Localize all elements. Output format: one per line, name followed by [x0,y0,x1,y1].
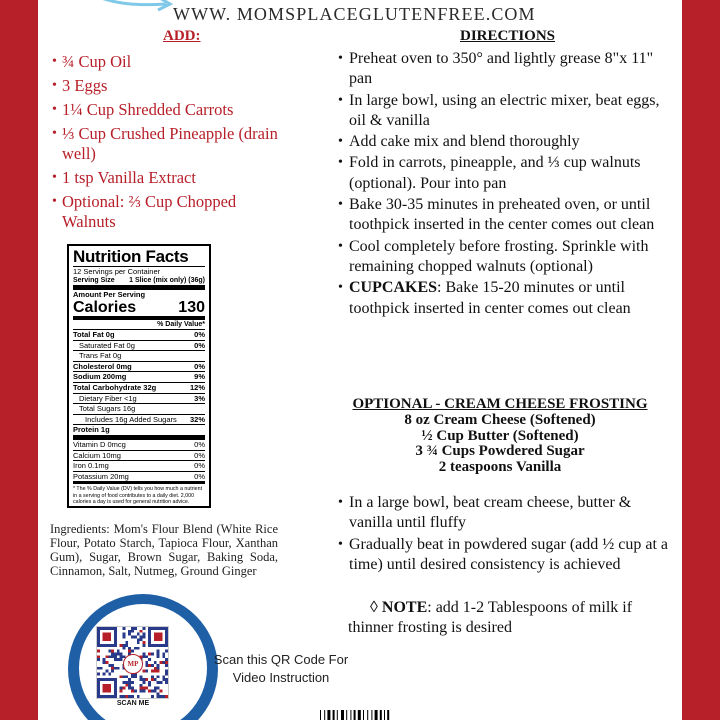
vitamin-label: Calcium 10mg [73,450,121,460]
serving-size-label: Serving Size [73,277,115,284]
nutrient-row [73,403,205,414]
recipe-card [38,0,682,720]
calories-value: 130 [178,299,205,316]
vitamin-label: Iron 0.1mg [73,461,109,471]
direction-step: • Preheat oven to 350° and lightly grease 8"x 11" pan [338,49,672,90]
directions-heading: DIRECTIONS [460,28,556,44]
website-url: WWW. MOMSPLACEGLUTENFREE.COM [173,4,536,24]
calories-label: Calories [73,299,137,316]
add-item: • ⅓ Cup Crushed Pineapple (drain well) [52,124,292,164]
vitamin-row [73,460,205,471]
nutrient-row [73,414,205,425]
nutrient-row [73,329,205,340]
add-item: • 1¼ Cup Shredded Carrots [52,100,292,120]
add-item: • 3 Eggs [52,76,292,96]
nutrient-label: Dietary Fiber <1g [79,393,137,403]
serving-size-value: 1 Slice (mix only) (36g) [129,277,205,284]
qr-caption: Scan this QR Code For Video Instruction [213,652,349,685]
ingredients-statement: Ingredients: Mom's Flour Blend (White Rice Flour, Potato Starch, Tapioca Flour, Xanthan Gum), Sugar, Brown Sugar, Baking Soda, Cinnamon, Salt, Nutmeg, Ground Ginger [50,522,278,578]
frosting-ingredient: 2 teaspoons Vanilla [438,458,562,475]
direction-step-cupcakes [338,278,672,319]
nutrition-title: Nutrition Facts [73,247,189,266]
nutrient-dv: 0% [194,340,205,350]
frosting-ingredient: 3 ¾ Cups Powdered Sugar [415,443,585,459]
note-label: NOTE [381,599,428,616]
scan-me-label: SCAN ME [116,700,150,707]
nutrient-dv: 0% [194,361,205,371]
nutrient-label: Trans Fat 0g [79,351,122,361]
note-text: : add 1-2 Tablespoons of milk if thinner frosting is desired [348,599,633,637]
frosting-heading: OPTIONAL - CREAM CHEESE FROSTING [352,396,648,412]
cupcakes-label: CUPCAKES [349,279,438,297]
frosting-step: • In a large bowl, beat cream cheese, butter & vanilla until fluffy [338,493,668,534]
add-item: • Optional: ⅔ Cup Chopped Walnuts [52,192,292,232]
nutrient-label: Includes 16g Added Sugars [85,414,177,424]
vitamin-row [73,450,205,461]
nutrition-footnote: * The % Daily Value (DV) tells you how much a nutrient in a serving of food contributes to a daily diet. 2,000 calories a day is used for general nutrition advice. [73,486,203,505]
nutrient-dv: 3% [194,393,205,403]
nutrient-label: Total Carbohydrate 32g [73,382,157,392]
frosting-ingredient: ½ Cup Butter (Softened) [421,427,579,444]
nutrient-row [73,361,205,372]
direction-step: • Bake 30-35 minutes in preheated oven, or until toothpick inserted in the center comes out clean [338,195,672,236]
frosting-recipe [338,396,662,475]
nutrient-row [73,424,205,435]
add-item: • ¾ Cup Oil [52,52,292,72]
calories-row [73,299,205,316]
nutrient-rows [73,329,205,435]
curved-arrow-icon [78,0,178,16]
nutrient-row [73,350,205,361]
nutrient-dv: 9% [194,372,205,382]
add-heading: ADD: [163,28,201,44]
nutrient-row [73,382,205,393]
direction-step: • In large bowl, using an electric mixer, beat eggs, oil & vanilla [338,91,672,132]
nutrient-label: Total Fat 0g [73,330,115,339]
add-ingredients-list [52,52,292,236]
add-item: • 1 tsp Vanilla Extract [52,168,292,188]
vitamin-dv: 0% [194,439,205,449]
frosting-note [348,598,668,639]
diamond-icon: ◊ [370,599,378,616]
direction-step: • Add cake mix and blend thoroughly [338,132,672,152]
servings-per-container: 12 Servings per Container [73,267,161,276]
nutrition-facts-label [67,244,211,508]
frosting-steps [338,493,668,576]
nutrient-dv: 32% [189,414,205,424]
amount-per-serving: Amount Per Serving [73,290,146,299]
nutrient-row [73,340,205,351]
nutrient-row [73,371,205,382]
vitamin-dv: 0% [194,461,205,471]
vitamin-row [73,440,205,450]
directions-list [338,49,672,320]
serving-size [73,276,205,285]
nutrient-row [73,393,205,404]
nutrient-label: Sodium 200mg [73,372,127,382]
nutrient-label: Protein 1g [73,425,110,435]
nutrient-dv: 12% [189,382,205,392]
nutrient-label: Saturated Fat 0g [79,340,135,350]
barcode-icon [320,710,416,720]
vitamin-dv: 0% [194,450,205,460]
qr-logo: MP [123,654,143,674]
vitamin-dv: 0% [194,471,205,481]
nutrient-label: Total Sugars 16g [79,404,136,414]
direction-step: • Cool completely before frosting. Sprinkle with remaining chopped walnuts (optional) [338,237,672,278]
vitamin-label: Potassium 20mg [73,471,129,481]
vitamin-row [73,471,205,482]
vitamin-rows [73,440,205,481]
nutrient-dv: 0% [194,330,205,339]
daily-value-header: % Daily Value* [73,319,205,329]
frosting-ingredient: 8 oz Cream Cheese (Softened) [404,412,596,428]
vitamin-label: Vitamin D 0mcg [73,439,126,449]
frosting-step: • Gradually beat in powdered sugar (add ½ cup at a time) until desired consistency is achieved [338,535,668,576]
nutrient-label: Cholesterol 0mg [73,361,132,371]
cupcakes-text: : Bake 15-20 minutes or until toothpick inserted in center comes out clean [349,279,631,317]
direction-step: • Fold in carrots, pineapple, and ⅓ cup walnuts (optional). Pour into pan [338,153,672,194]
